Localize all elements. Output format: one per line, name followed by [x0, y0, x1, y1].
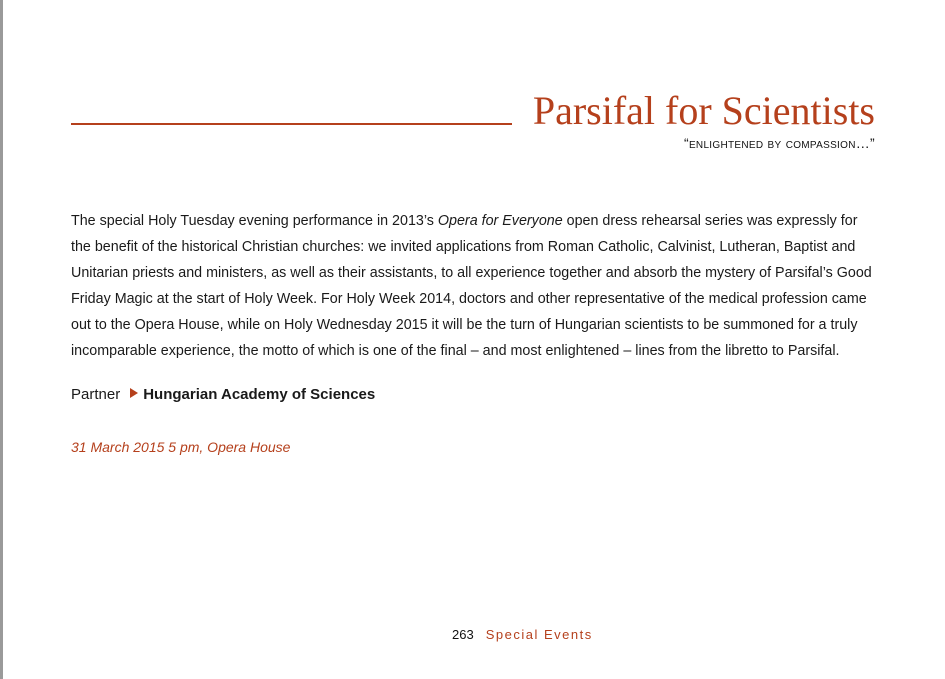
- page-subtitle: “enlightened by compassion…”: [683, 135, 875, 151]
- page-title: Parsifal for Scientists: [532, 88, 875, 133]
- partner-label: Partner: [71, 386, 121, 403]
- title-rule: [71, 123, 512, 125]
- body-paragraph: [71, 208, 881, 364]
- page-edge: [0, 0, 3, 679]
- partner-line: [71, 384, 375, 406]
- event-date: 31 March 2015 5 pm, Opera House: [71, 439, 291, 455]
- page-number: 263: [452, 627, 474, 642]
- partner-name: Hungarian Academy of Sciences: [143, 386, 376, 403]
- body-text-start: The special Holy Tuesday evening performance in 2013’s: [71, 213, 438, 229]
- body-text-italic: Opera for Everyone: [437, 213, 563, 229]
- arrow-right-icon: [130, 388, 138, 398]
- section-name: Special Events: [485, 627, 593, 642]
- page-footer: [452, 626, 593, 644]
- body-text-end: open dress rehearsal series was expressly for the benefit of the historical Christian churches: we invited applications from Roman Catholic, Calvinist, Lutheran, Baptist and Unitarian priests and ministers, as well as their assistants, to all experience together and absorb the mystery of Parsifal’s Good Friday Magic at the start of Holy Week. For Holy Week 2014, doctors and other representative of the medical profession came out to the Opera House, while on Holy Wednesday 2015 it will be the turn of Hungarian scientists to be summoned for a truly incomparable experience, the motto of which is one of the final – and most enlightened – lines from the libretto to Parsifal.: [71, 213, 872, 359]
